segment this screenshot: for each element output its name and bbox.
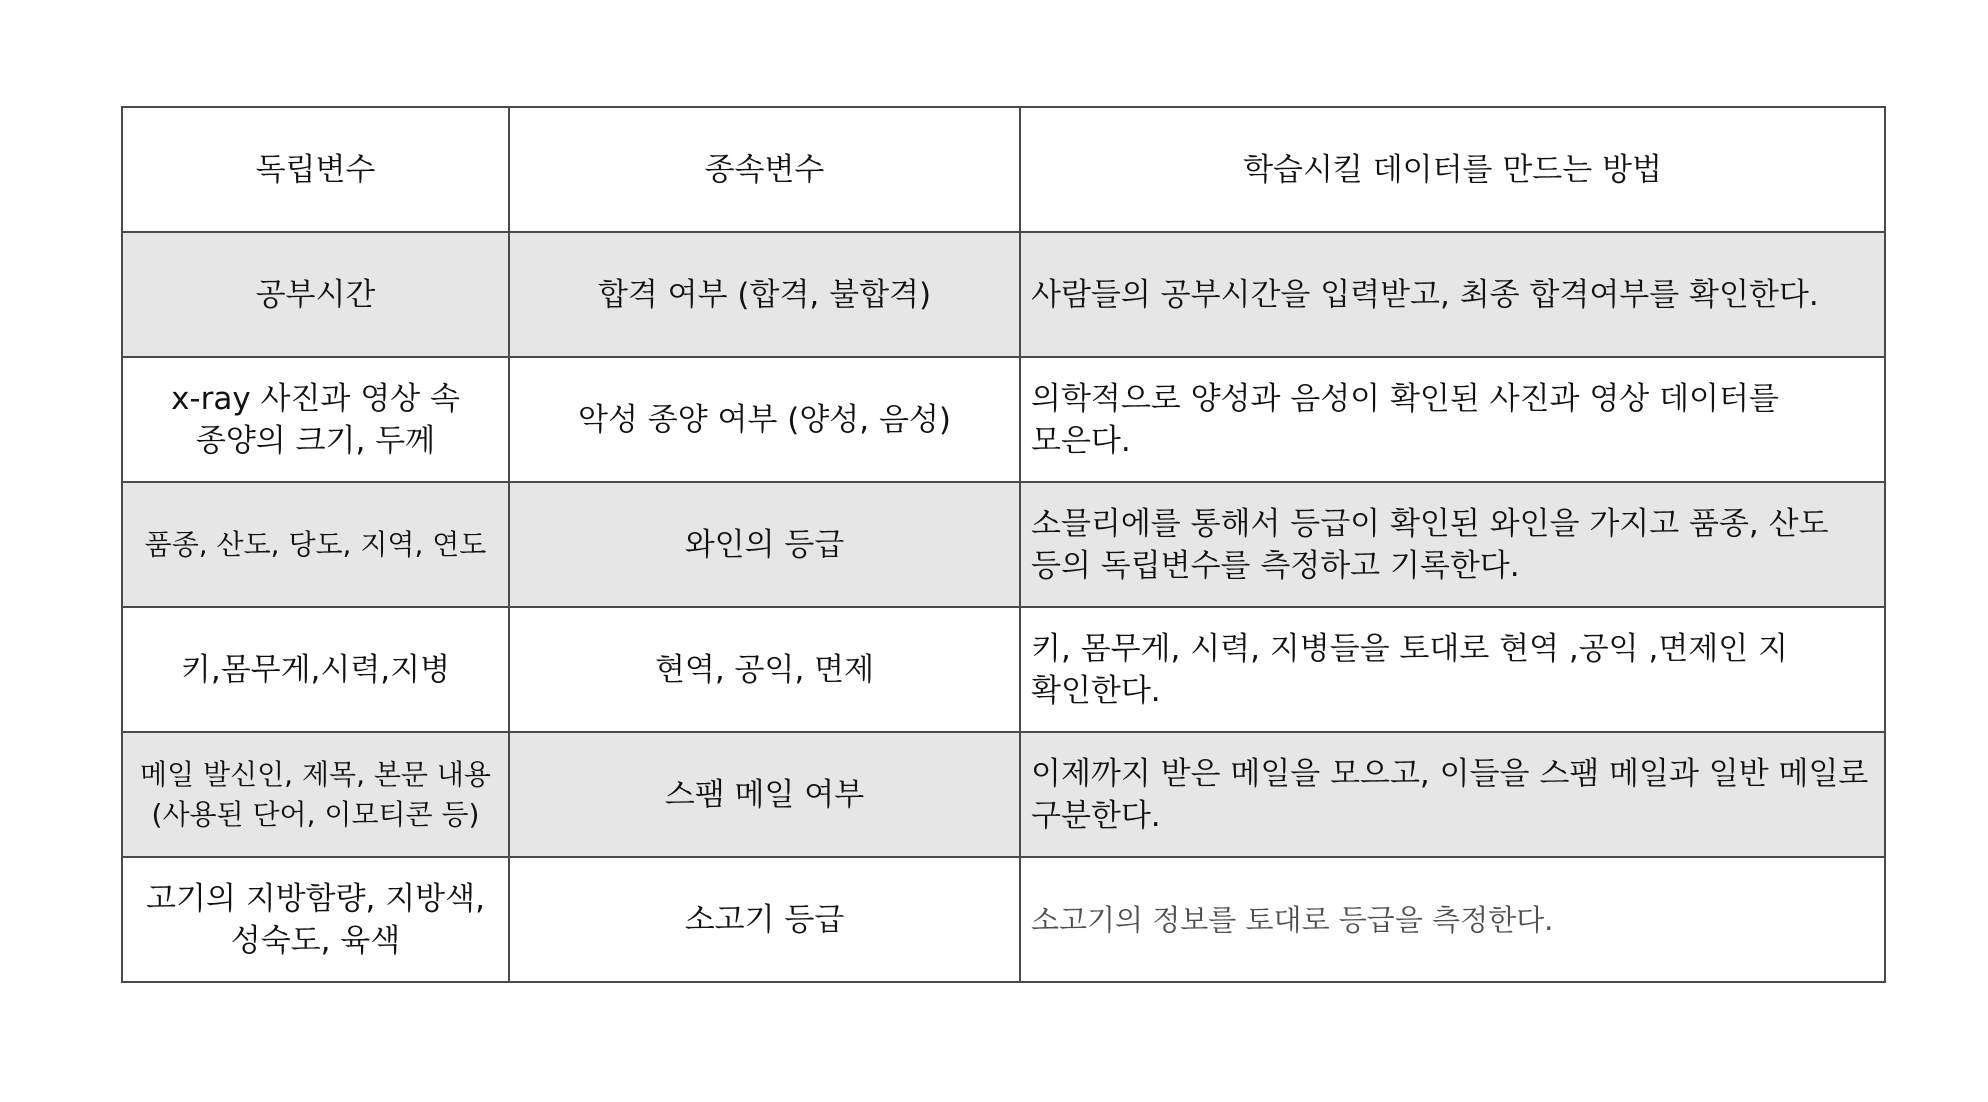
table-row [122, 232, 1885, 357]
variables-table [121, 106, 1886, 983]
data-method-cell: 소믈리에를 통해서 등급이 확인된 와인을 가지고 품종, 산도 등의 독립변수를 측정하고 기록한다. [1020, 482, 1885, 607]
header-dependent-variable: 종속변수 [509, 107, 1020, 232]
dependent-variable-cell: 합격 여부 (합격, 불합격) [509, 232, 1020, 357]
dependent-variable-cell: 악성 종양 여부 (양성, 음성) [509, 357, 1020, 482]
data-table-container [121, 106, 1884, 983]
dependent-variable-cell: 현역, 공익, 면제 [509, 607, 1020, 732]
header-independent-variable: 독립변수 [122, 107, 509, 232]
data-method-cell: 키, 몸무게, 시력, 지병들을 토대로 현역 ,공익 ,면제인 지 확인한다. [1020, 607, 1885, 732]
data-method-cell: 사람들의 공부시간을 입력받고, 최종 합격여부를 확인한다. [1020, 232, 1885, 357]
table-row [122, 357, 1885, 482]
dependent-variable-cell: 와인의 등급 [509, 482, 1020, 607]
independent-variable-cell: 고기의 지방함량, 지방색, 성숙도, 육색 [122, 857, 509, 982]
header-row [122, 107, 1885, 232]
independent-variable-cell: 공부시간 [122, 232, 509, 357]
independent-variable-cell: 키,몸무게,시력,지병 [122, 607, 509, 732]
dependent-variable-cell: 스팸 메일 여부 [509, 732, 1020, 857]
table-row [122, 732, 1885, 857]
independent-variable-cell: 메일 발신인, 제목, 본문 내용 (사용된 단어, 이모티콘 등) [122, 732, 509, 857]
data-method-cell: 소고기의 정보를 토대로 등급을 측정한다. [1020, 857, 1885, 982]
independent-variable-cell: x-ray 사진과 영상 속 종양의 크기, 두께 [122, 357, 509, 482]
table-row [122, 607, 1885, 732]
data-method-cell: 의학적으로 양성과 음성이 확인된 사진과 영상 데이터를 모은다. [1020, 357, 1885, 482]
header-data-method: 학습시킬 데이터를 만드는 방법 [1020, 107, 1885, 232]
dependent-variable-cell: 소고기 등급 [509, 857, 1020, 982]
table-row [122, 482, 1885, 607]
independent-variable-cell: 품종, 산도, 당도, 지역, 연도 [122, 482, 509, 607]
data-method-cell: 이제까지 받은 메일을 모으고, 이들을 스팸 메일과 일반 메일로 구분한다. [1020, 732, 1885, 857]
table-row [122, 857, 1885, 982]
